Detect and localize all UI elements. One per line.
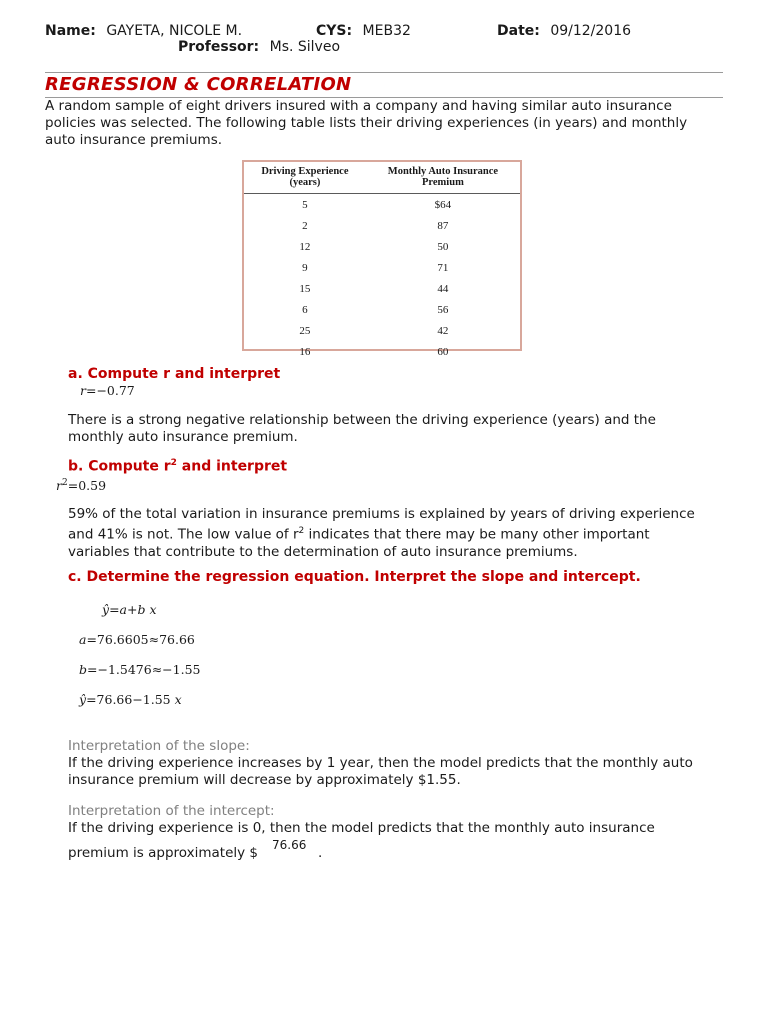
regression-equation — [79, 692, 182, 707]
question-b-text: b. Compute r — [68, 458, 171, 475]
date-field — [497, 23, 631, 39]
answer-sup: 2 — [298, 526, 305, 536]
answer-text: and 41% is not. The low value of r — [68, 526, 299, 543]
r2-value — [56, 478, 106, 493]
r2-expression: =0.59 — [67, 478, 107, 494]
table-cell: 50 — [437, 240, 449, 253]
cys-field — [316, 23, 411, 39]
table-row — [244, 194, 520, 216]
data-table-box — [242, 160, 522, 358]
table-cell: 15 — [299, 282, 311, 295]
r2-sup: 2 — [61, 478, 68, 488]
question-c: c. Determine the regression equation. Interpret the slope and intercept. — [68, 569, 641, 585]
table-row — [244, 278, 520, 299]
yhat-symbol: ŷ — [102, 602, 110, 617]
plus-sign: + — [127, 602, 138, 617]
question-b — [68, 458, 287, 475]
intercept-line1: If the driving experience is 0, then the model predicts that the monthly auto insurance — [68, 820, 655, 836]
equals-sign: = — [109, 602, 120, 617]
cys-value: MEB32 — [362, 23, 411, 39]
question-b-text-end: and interpret — [176, 458, 288, 475]
table-cell: 87 — [437, 219, 449, 232]
answer-line: variables that contribute to the determination of auto insurance premiums. — [68, 543, 578, 560]
answer-a — [68, 412, 656, 446]
answer-line: 59% of the total variation in insurance premiums is explained by years of driving experience — [68, 506, 695, 522]
table-cell: 9 — [302, 261, 308, 274]
table-cell: 42 — [437, 324, 449, 337]
column-header: Monthly Auto Insurance Premium — [366, 162, 520, 194]
answer-line: monthly auto insurance premium. — [68, 429, 298, 445]
a-variable: a — [79, 632, 87, 647]
column-header: Driving Experience (years) — [244, 162, 366, 194]
yhat-symbol: ŷ — [79, 692, 87, 707]
a-symbol: a — [119, 602, 127, 617]
table-row — [244, 236, 520, 257]
data-table — [244, 162, 520, 362]
r-variable: r — [80, 383, 86, 398]
header-divider — [45, 72, 723, 73]
table-row — [244, 215, 520, 236]
page-title: REGRESSION & CORRELATION — [45, 74, 352, 95]
answer-text: indicates that there may be many other important — [304, 526, 650, 543]
answer-b — [68, 506, 695, 561]
question-b-sup: 2 — [170, 458, 177, 468]
intercept-equation — [79, 632, 195, 647]
intercept-period: . — [318, 845, 323, 861]
intro-line: policies was selected. The following table lists their driving experiences (in years) and monthly — [45, 115, 688, 131]
table-row — [244, 320, 520, 341]
b-symbol: b — [137, 602, 146, 617]
intro-line: auto insurance premiums. — [45, 132, 223, 148]
b-variable: b — [79, 662, 88, 677]
intro-line: A random sample of eight drivers insured with a company and having similar auto insurance — [45, 98, 672, 114]
table-cell: 56 — [437, 303, 449, 316]
regression-expression: =76.66−1.55 — [86, 692, 171, 707]
date-label: Date: — [497, 23, 540, 39]
table-cell: 12 — [299, 240, 311, 253]
slope-interpretation — [68, 755, 693, 789]
slope-heading: Interpretation of the slope: — [68, 738, 250, 754]
table-row — [244, 257, 520, 278]
r-value — [80, 383, 135, 398]
name-value: GAYETA, NICOLE M. — [106, 23, 243, 39]
question-a: a. Compute r and interpret — [68, 366, 281, 382]
r-expression: =−0.77 — [85, 383, 135, 398]
table-cell: 25 — [299, 324, 311, 337]
table-cell: 44 — [437, 282, 449, 295]
name-label: Name: — [45, 23, 96, 39]
intercept-value: 76.66 — [272, 838, 307, 852]
table-cell: 60 — [437, 345, 449, 358]
table-cell: 5 — [302, 198, 308, 211]
table-row — [244, 299, 520, 320]
interp-line: If the driving experience increases by 1 year, then the model predicts that the monthly auto — [68, 755, 693, 771]
general-equation — [102, 602, 157, 617]
table-cell: $64 — [434, 198, 452, 211]
b-expression: =−1.5476≈−1.55 — [87, 662, 201, 677]
a-expression: =76.6605≈76.66 — [86, 632, 195, 647]
name-field — [45, 23, 242, 39]
x-symbol: x — [174, 692, 182, 707]
answer-line: There is a strong negative relationship between the driving experience (years) and the — [68, 412, 656, 428]
professor-label: Professor: — [178, 39, 260, 55]
r2-variable: r — [56, 478, 62, 494]
table-cell: 6 — [302, 303, 308, 316]
intercept-heading: Interpretation of the intercept: — [68, 803, 275, 819]
date-value: 09/12/2016 — [550, 23, 632, 39]
x-symbol: x — [149, 602, 157, 617]
interp-line: insurance premium will decrease by approximately $1.55. — [68, 772, 461, 788]
table-cell: 2 — [302, 219, 308, 232]
intro-paragraph — [45, 98, 687, 149]
professor-value: Ms. Silveo — [269, 39, 341, 55]
table-cell: 16 — [299, 345, 311, 358]
answer-line — [68, 523, 695, 544]
professor-field — [178, 39, 340, 55]
table-cell: 71 — [437, 261, 449, 274]
slope-equation — [79, 662, 200, 677]
cys-label: CYS: — [316, 23, 353, 39]
table-row — [244, 341, 520, 362]
intercept-line2: premium is approximately $ — [68, 845, 258, 861]
table-header-row — [244, 162, 520, 194]
